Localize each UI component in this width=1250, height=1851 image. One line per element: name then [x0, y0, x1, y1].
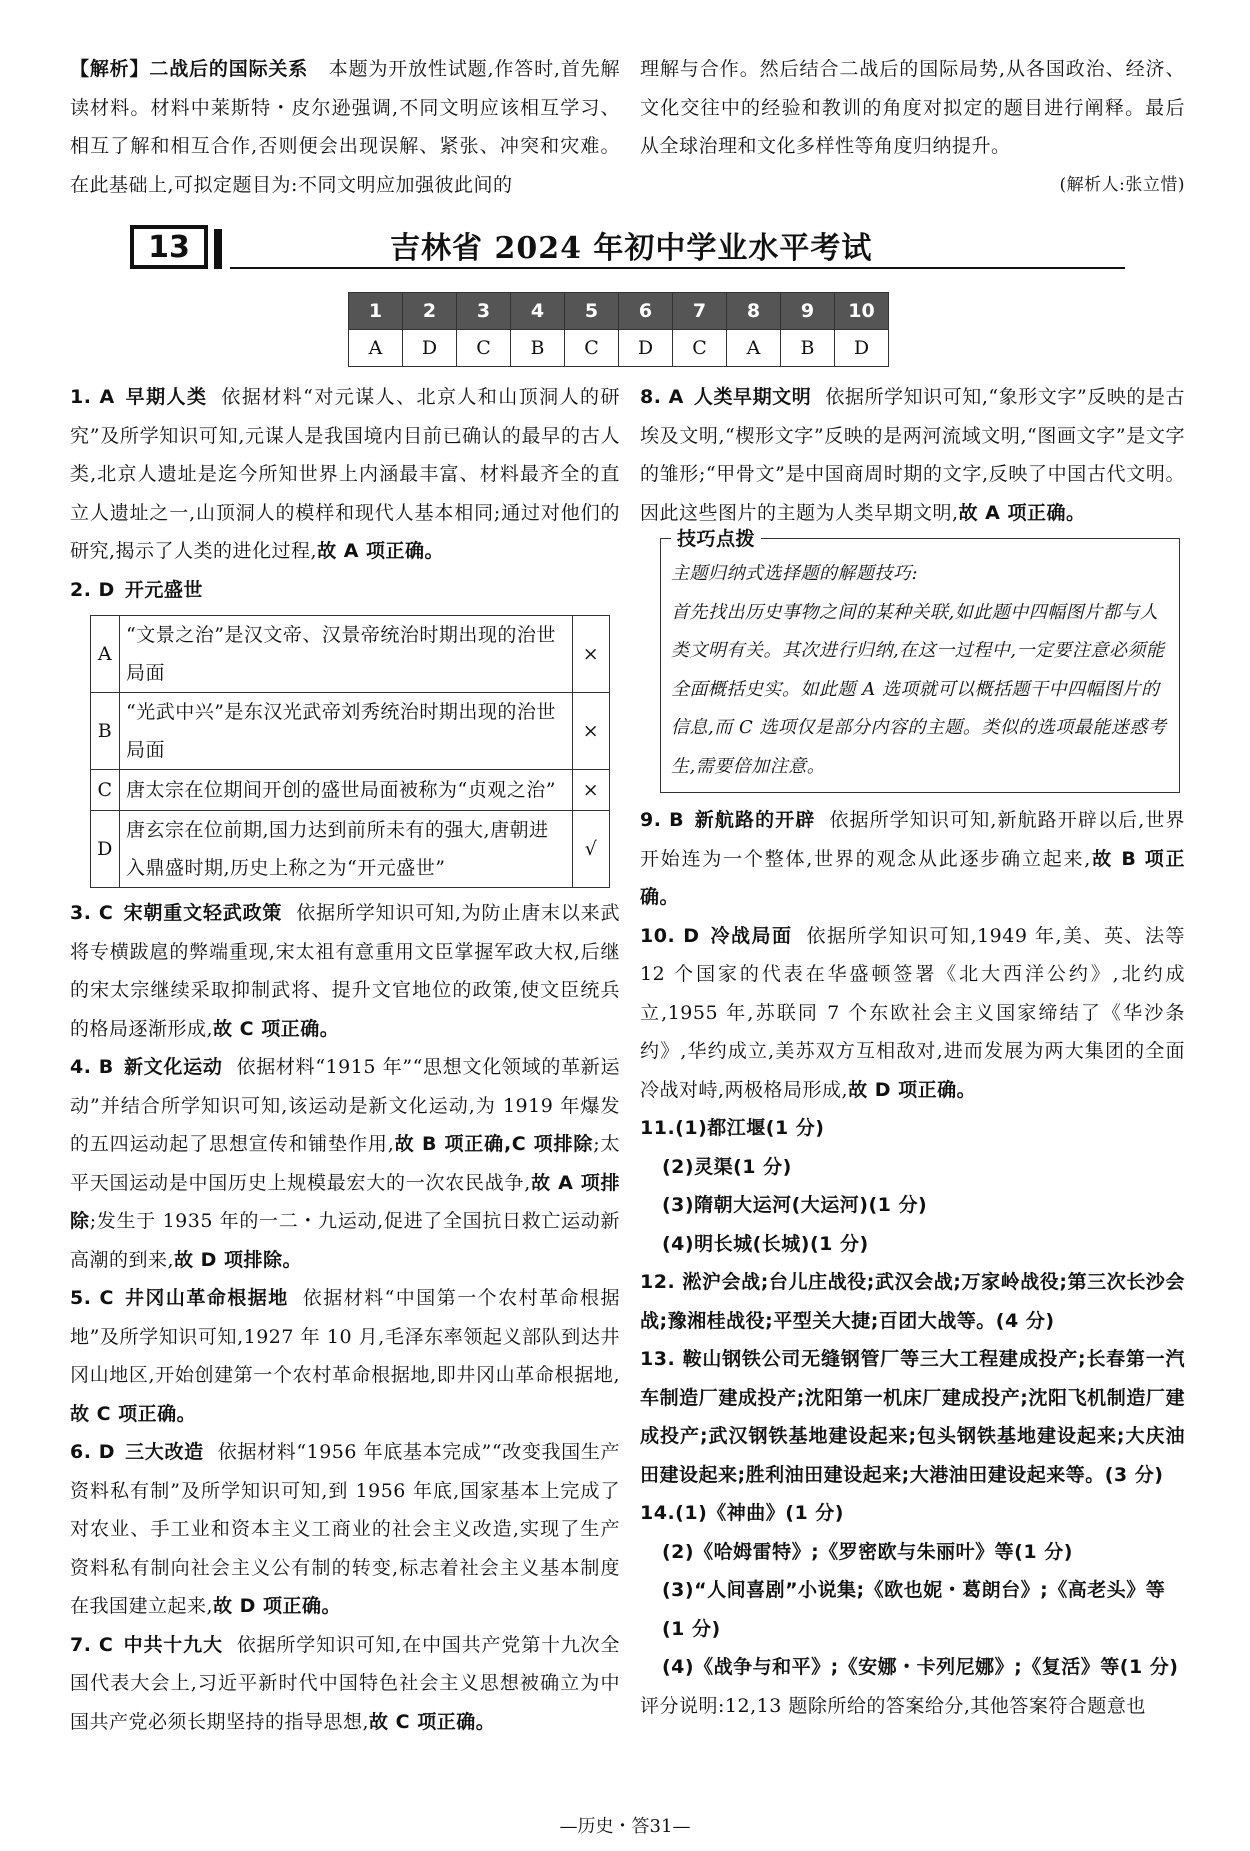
- q14-item: (4)《战争与和平》;《安娜・卡列尼娜》;《复活》等(1 分): [662, 1656, 1179, 1678]
- grading-note: 评分说明:12,13 题除所给的答案给分,其他答案符合题意也: [640, 1694, 1146, 1717]
- q2-option-row: [91, 616, 610, 693]
- answer-letter-cell: D: [403, 330, 457, 367]
- right-column: [640, 378, 1185, 1725]
- question-9: 9. B 新航路的开辟 依据所学知识可知,新航路开辟以后,世界开始连为一个整体,世界的观念从此逐步确立起来,故 B 项正确。: [640, 809, 1185, 908]
- top-analysis-right: [640, 50, 1185, 204]
- question-5: 5. C 井冈山革命根据地 依据材料“中国第一个农村革命根据地”及所学知识可知,1927 年 10 月,毛泽东率领起义部队到达井冈山地区,开始创建第一个农村革命根据地,即井冈山革命根据地,故 C 项正确。: [70, 1287, 620, 1425]
- answer-number-cell: 5: [565, 293, 619, 330]
- question-10: 10. D 冷战局面 依据所学知识可知,1949 年,美、英、法等12 个国家的代表在华盛顿签署《北大西洋公约》,北约成立,1955 年,苏联同 7 个东欧社会主义国家缔结了《华沙条约》,华约成立,美苏双方互相敌对,进而发展为两大集团的全面冷战对峙,两极格局形成,故 D 项正确。: [640, 924, 1185, 1101]
- q2-option-mark: ×: [573, 693, 610, 770]
- answer-number-cell: 3: [457, 293, 511, 330]
- header-rule: [230, 267, 1125, 269]
- answer-table-answers: [349, 330, 889, 367]
- question-14: 14.(1)《神曲》(1 分) (2)《哈姆雷特》;《罗密欧与朱丽叶》等(1 分) (3)“人间喜剧”小说集;《欧也妮・葛朗台》;《高老头》等(1 分) (4)《战争与和平》;《安娜・卡列尼娜》;《复活》等(1 分): [640, 1494, 1185, 1687]
- answer-number-cell: 9: [781, 293, 835, 330]
- analysis-text-right: 理解与合作。然后结合二战后的国际局势,从各国政治、经济、文化交往中的经验和教训的角度对拟定的题目进行阐释。最后从全球治理和文化多样性等角度归纳提升。: [640, 58, 1185, 157]
- exam-number-box: [130, 225, 208, 269]
- q2-option-mark: ×: [573, 616, 610, 693]
- q2-option-text: 唐玄宗在位前期,国力达到前所未有的强大,唐朝进入鼎盛时期,历史上称之为“开元盛世”: [120, 811, 573, 888]
- q2-options-table: [90, 615, 610, 888]
- answer-letter-cell: B: [781, 330, 835, 367]
- tip-line: 主题归纳式选择题的解题技巧:: [671, 563, 919, 584]
- top-analysis-left: [70, 50, 620, 204]
- q11-item: (4)明长城(长城)(1 分): [662, 1232, 869, 1255]
- question-4: 4. B 新文化运动 依据材料“1915 年”“思想文化领域的革新运动”并结合所学知识可知,该运动是新文化运动,为 1919 年爆发的五四运动起了思想宣传和铺垫作用,故 B 项正确,C 项排除;太平天国运动是中国历史上规模最宏大的一次农民战争,故 A 项排除;发生于 1935 年的一二・九运动,促进了全国抗日救亡运动新高潮的到来,故 D 项排除。: [70, 1056, 620, 1271]
- left-column: [70, 378, 620, 1741]
- answer-letter-cell: A: [727, 330, 781, 367]
- question-11: 11.(1)都江堰(1 分) (2)灵渠(1 分) (3)隋朝大运河(大运河)(1 分) (4)明长城(长城)(1 分): [640, 1109, 1185, 1263]
- q2-option-mark: ×: [573, 770, 610, 811]
- question-8: 8. A 人类早期文明 依据所学知识可知,“象形文字”反映的是古埃及文明,“楔形文字”反映的是两河流域文明,“图画文字”是文字的雏形;“甲骨文”是中国商周时期的文字,反映了中国古代文明。因此这些图片的主题为人类早期文明,故 A 项正确。: [640, 386, 1185, 524]
- q2-option-letter: B: [91, 693, 120, 770]
- header-bar: [214, 229, 222, 269]
- exam-number: 13: [148, 229, 190, 265]
- page-footer: —历史・答31—: [559, 1816, 691, 1837]
- question-13: 13. 鞍山钢铁公司无缝钢管厂等三大工程建成投产;长春第一汽车制造厂建成投产;沈阳第一机床厂建成投产;沈阳飞机制造厂建成投产;武汉钢铁基地建设起来;包头钢铁基地建设起来;大庆油田建设起来;胜利油田建设起来;大港油田建设起来等。(3 分): [640, 1348, 1185, 1486]
- answer-number-cell: 8: [727, 293, 781, 330]
- question-6: 6. D 三大改造 依据材料“1956 年底基本完成”“改变我国生产资料私有制”及所学知识可知,到 1956 年底,国家基本上完成了对农业、手工业和资本主义工商业的社会主义改造,实现了生产资料私有制向社会主义公有制的转变,标志着社会主义基本制度在我国建立起来,故 D 项正确。: [70, 1441, 620, 1617]
- answer-letter-cell: B: [511, 330, 565, 367]
- answer-table-numbers: [349, 293, 889, 330]
- answer-letter-cell: C: [457, 330, 511, 367]
- q11-item: (2)灵渠(1 分): [662, 1155, 792, 1178]
- question-1: 1. A 早期人类 依据材料“对元谋人、北京人和山顶洞人的研究”及所学知识可知,元谋人是我国境内目前已确认的最早的古人类,北京人遗址是迄今所知世界上内涵最丰富、材料最齐全的直立人遗址之一,山顶洞人的模样和现代人基本相同;通过对他们的研究,揭示了人类的进化过程,故 A 项正确。: [70, 386, 620, 562]
- exam-title: 吉林省 2024 年初中学业水平考试: [390, 231, 873, 266]
- answer-letter-cell: A: [349, 330, 403, 367]
- tip-body: [671, 539, 1169, 786]
- answer-number-cell: 4: [511, 293, 565, 330]
- answer-letter-cell: C: [565, 330, 619, 367]
- answer-number-cell: 7: [673, 293, 727, 330]
- answer-number-cell: 2: [403, 293, 457, 330]
- q2-option-row: [91, 811, 610, 888]
- answer-letter-cell: C: [673, 330, 727, 367]
- q11-item: (1)都江堰(1 分): [675, 1117, 825, 1139]
- q2-option-letter: C: [91, 770, 120, 811]
- q2-option-text: 唐太宗在位期间开创的盛世局面被称为“贞观之治”: [120, 770, 573, 811]
- q14-item: (2)《哈姆雷特》;《罗密欧与朱丽叶》等(1 分): [662, 1540, 1073, 1563]
- q2-option-letter: D: [91, 811, 120, 888]
- answer-number-cell: 1: [349, 293, 403, 330]
- q14-item: (1)《神曲》(1 分): [675, 1502, 844, 1524]
- q2-option-text: “光武中兴”是东汉光武帝刘秀统治时期出现的治世局面: [120, 693, 573, 770]
- q2-option-row: [91, 770, 610, 811]
- answer-letter-cell: D: [619, 330, 673, 367]
- question-3: 3. C 宋朝重文轻武政策 依据所学知识可知,为防止唐末以来武将专横跋扈的弊端重现,宋太祖有意重用文臣掌握军政大权,后继的宋太宗继续采取抑制武将、提升文官地位的政策,使文臣统兵的格局逐渐形成,故 C 项正确。: [70, 902, 620, 1040]
- analyst-credit: (解析人:张立惜): [1059, 174, 1185, 195]
- answer-number-cell: 6: [619, 293, 673, 330]
- question-2: 2. D 开元盛世: [70, 578, 203, 601]
- tip-title: 技巧点拨: [671, 527, 761, 551]
- tip-line: 首先找出历史事物之间的某种关联,如此题中四幅图片都与人类文明有关。其次进行归纳,在这一过程中,一定要注意必须能全面概括史实。如此题 A 选项就可以概括题干中四幅图片的信息,而 C 选项仅是部分内容的主题。类似的选项最能迷惑考生,需要倍加注意。: [671, 601, 1167, 777]
- question-12: 12. 淞沪会战;台儿庄战役;武汉会战;万家岭战役;第三次长沙会战;豫湘桂战役;平型关大捷;百团大战等。(4 分): [640, 1271, 1185, 1332]
- q2-option-mark: √: [573, 811, 610, 888]
- exam-header: [130, 225, 1125, 269]
- tip-box: [660, 528, 1180, 793]
- q14-item: (3)“人间喜剧”小说集;《欧也妮・葛朗台》;《高老头》等(1 分): [662, 1579, 1166, 1640]
- question-7: 7. C 中共十九大 依据所学知识可知,在中国共产党第十九次全国代表大会上,习近平新时代中国特色社会主义思想被确立为中国共产党必须长期坚持的指导思想,故 C 项正确。: [70, 1633, 620, 1733]
- answer-letter-cell: D: [835, 330, 889, 367]
- answer-number-cell: 10: [835, 293, 889, 330]
- q11-item: (3)隋朝大运河(大运河)(1 分): [662, 1194, 928, 1216]
- q2-option-row: [91, 693, 610, 770]
- q2-option-text: “文景之治”是汉文帝、汉景帝统治时期出现的治世局面: [120, 616, 573, 693]
- answer-table: [348, 292, 889, 367]
- analysis-label: 【解析】二战后的国际关系: [70, 58, 309, 80]
- analysis-text-left: 本题为开放性试题,作答时,首先解读材料。材料中莱斯特・皮尔逊强调,不同文明应该相互学习、相互了解和相互合作,否则便会出现误解、紧张、冲突和灾难。在此基础上,可拟定题目为:不同文明应加强彼此间的: [70, 58, 620, 196]
- q2-option-letter: A: [91, 616, 120, 693]
